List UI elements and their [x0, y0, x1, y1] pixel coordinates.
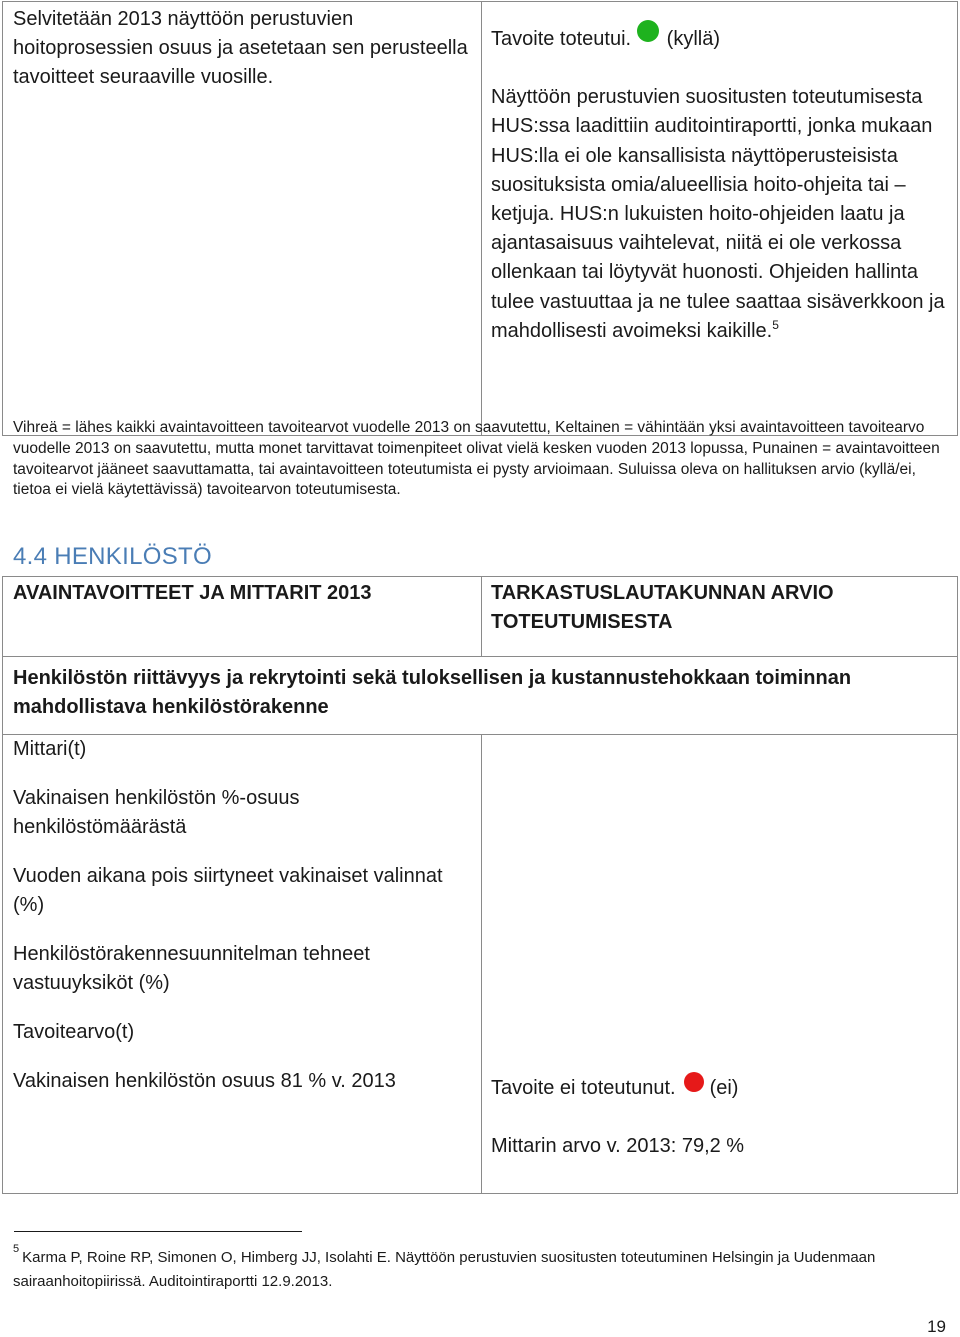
table-row: [3, 2, 958, 436]
status-line: [491, 20, 947, 54]
footnote-separator: [14, 1231, 302, 1232]
status-label: Tavoite toteutui.: [491, 28, 632, 50]
key-goals-table: [2, 576, 958, 1194]
table-row: [3, 657, 958, 735]
footnote-reference: 5: [772, 317, 779, 332]
red-status-dot-icon: [684, 1072, 704, 1092]
section-heading: [13, 543, 212, 571]
status-note: (kyllä): [666, 28, 720, 50]
measures-cell: [3, 735, 482, 1194]
assessment-text-block: [491, 83, 947, 346]
assessment-result-cell: [482, 735, 958, 1194]
color-legend: Vihreä = lähes kaikki avaintavoitteen tavoitearvot vuodelle 2013 on saavutettu, Keltainen = vähintään yksi avaintavoitteen tavoitearvo vuodelle 2013 on saavutettu, mutta monet tarvittavat toimenpiteet olivat vielä kesken vuoden 2013 lopussa, Punainen = avaintavoitteen tavoitearvot jääneet saavuttamatta, tai avaintavoitteen toteutumista ei pysty arvioimaan. Suluissa oleva on hallituksen arvio (kyllä/ei, tietoa ei vielä käytettävissä) tavoitearvon toteutumisesta.: [13, 419, 940, 499]
result-status-line: [491, 1072, 947, 1103]
assessment-text: Näyttöön perustuvien suositusten toteutumisesta HUS:ssa laadittiin auditointiraportti, jonka mukaan HUS:lla ei ole kansallisista näyttöperusteisista suosituksista omia/alueellisia hoito-ohjeita tai – ketjuja. HUS:n lukuisten hoito-ohjeiden laatu ja ajantasaisuus vaihtelevat, niitä ei ole verkossa ollenkaan tai löytyvät huonosti. Ohjeiden hallinta tulee vastuuttaa ja ne tulee saattaa sisäverkkoon ja mahdollisesti avoimeksi kaikille.: [491, 86, 945, 342]
footnote-number: 5: [13, 1243, 20, 1255]
footnote: [13, 1243, 948, 1294]
measure-item: Vakinaisen henkilöstön %-osuus henkilöstömäärästä: [13, 787, 300, 838]
measure-item: Vuoden aikana pois siirtyneet vakinaiset valinnat (%): [13, 865, 443, 916]
header-board-assessment: TARKASTUSLAUTAKUNNAN ARVIO TOTEUTUMISESTA: [482, 577, 958, 657]
measures-label: Mittari(t): [13, 738, 87, 760]
section-title: HENKILÖSTÖ: [54, 543, 212, 570]
goal-description: Selvitetään 2013 näyttöön perustuvien hoitoprosessien osuus ja asetetaan sen perusteella tavoitteet seuraaville vuosille.: [13, 8, 468, 88]
top-assessment-table: [2, 1, 958, 436]
page-number: 19: [927, 1317, 946, 1336]
target-label: Tavoitearvo(t): [13, 1021, 135, 1043]
target-value: Vakinaisen henkilöstön osuus 81 % v. 2013: [13, 1070, 396, 1092]
measure-item: Henkilöstörakennesuunnitelman tehneet vastuuyksiköt (%): [13, 943, 370, 994]
result-status-note: (ei): [709, 1077, 739, 1099]
table-row: [3, 735, 958, 1194]
header-key-goals: AVAINTAVOITTEET JA MITTARIT 2013: [3, 577, 482, 657]
assessment-cell: [482, 2, 958, 436]
green-status-dot-icon: [637, 20, 659, 42]
footnote-text: Karma P, Roine RP, Simonen O, Himberg JJ, Isolahti E. Näyttöön perustuvien suositusten toteutuminen Helsingin ja Uudenmaan sairaanhoitopiirissä. Auditointiraportti 12.9.2013.: [13, 1249, 876, 1290]
section-number: 4.4: [13, 543, 48, 570]
measured-value: Mittarin arvo v. 2013: 79,2 %: [491, 1135, 745, 1157]
table-header-row: [3, 577, 958, 657]
goal-description-cell: [3, 2, 482, 436]
key-goal-title: Henkilöstön riittävyys ja rekrytointi sekä tuloksellisen ja kustannustehokkaan toiminnan mahdollistava henkilöstörakenne: [3, 657, 958, 735]
result-status-label: Tavoite ei toteutunut.: [491, 1077, 676, 1099]
